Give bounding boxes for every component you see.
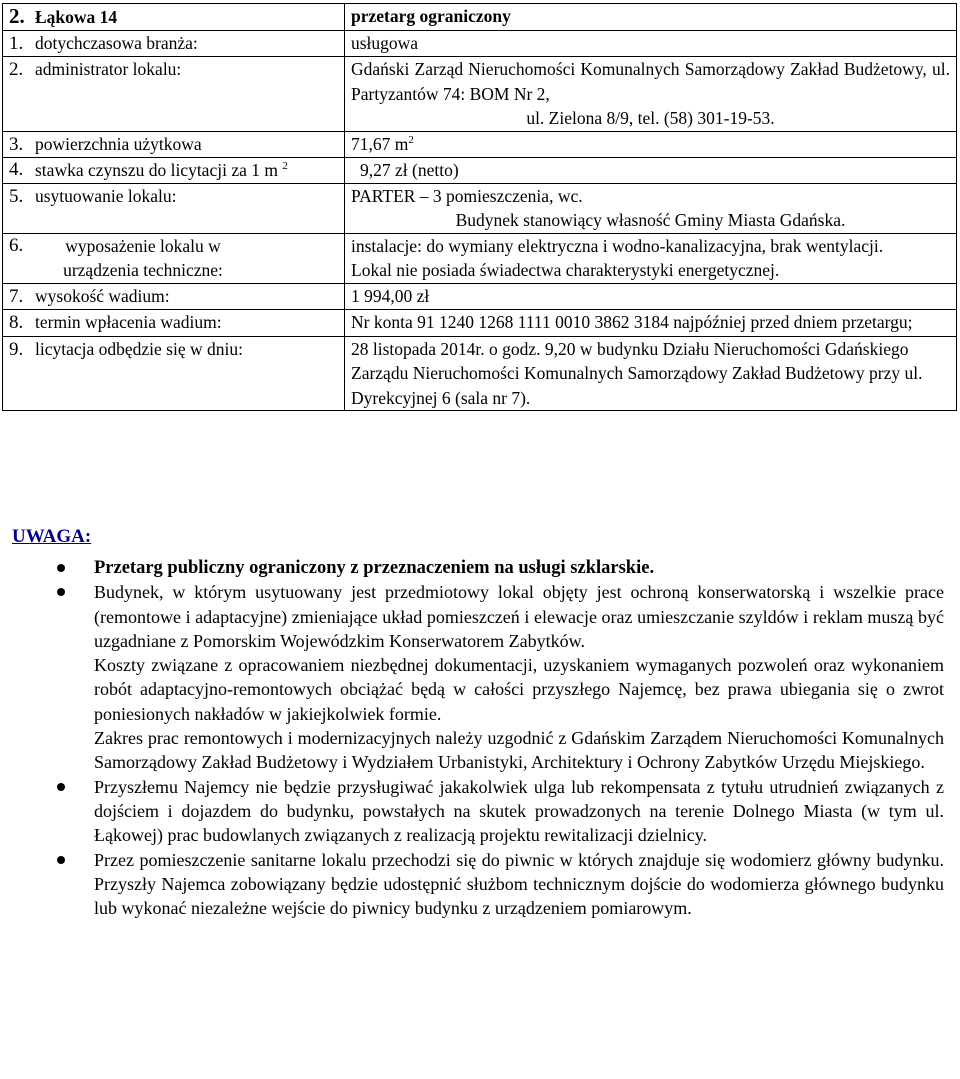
header-cell-address — [3, 4, 345, 31]
value-line: instalacje: do wymiany elektryczna i wodno-kanalizacyjna, brak wentylacji. — [351, 235, 884, 256]
row-label: licytacja odbędzie się w dniu: — [35, 338, 243, 359]
value-line: Gdański Zarząd Nieruchomości Komunalnych Samorządowy Zakład Budżetowy, ul. Partyzantów 74: BOM Nr 2, — [351, 59, 950, 104]
row-value: Nr konta 91 1240 1268 1111 0010 3862 3184 najpóźniej przed dniem przetargu; — [345, 310, 957, 337]
row-value — [345, 183, 957, 233]
row-value: 1 994,00 zł — [345, 283, 957, 310]
table-row — [3, 233, 957, 283]
row-value — [345, 131, 957, 158]
row-number: 4. — [9, 159, 24, 180]
list-item — [0, 580, 948, 774]
row-label: stawka czynszu do licytacji za 1 m — [35, 160, 278, 180]
value-line: Lokal nie posiada świadectwa charakterystyki energetycznej. — [351, 260, 780, 280]
header-row — [3, 4, 957, 31]
area-value: 71,67 m — [351, 133, 409, 154]
row-label: powierzchnia użytkowa — [35, 133, 202, 154]
rent-rate-value: 9,27 zł (netto) — [360, 160, 459, 180]
row-label: usytuowanie lokalu: — [35, 185, 177, 206]
table-row — [3, 57, 957, 132]
table-row — [3, 30, 957, 57]
notes-list — [0, 556, 948, 920]
note-paragraph: Przez pomieszczenie sanitarne lokalu przechodzi się do piwnic w których znajduje się wodomierz główny budynku. Przyszły Najemca zobowiązany będzie udostępnić służbom technicznym dojście do wodomierza głównego budynku lub wykonać niezależne wejście do piwnicy budynku z urządzeniem pomiarowym. — [94, 849, 944, 919]
row-number: 5. — [9, 185, 24, 207]
list-item — [0, 848, 948, 921]
list-item — [0, 775, 948, 848]
value-line: ul. Zielona 8/9, tel. (58) 301-19-53. — [526, 108, 775, 128]
tender-type: przetarg ograniczony — [345, 4, 957, 31]
table-row — [3, 283, 957, 310]
bullet-icon — [57, 588, 65, 596]
notes-heading: UWAGA: — [12, 526, 92, 547]
note-paragraph: Przetarg publiczny ograniczony z przeznaczeniem na usługi szklarskie. — [94, 558, 655, 578]
table-row — [3, 336, 957, 411]
row-label: wysokość wadium: — [35, 285, 170, 306]
note-paragraph: Przyszłemu Najemcy nie będzie przysługiwać jakakolwiek ulga lub rekompensata z tytułu utrudnień związanych z dojściem i dojazdem do budynku, powstałych na skutek prowadzonych na terenie Dolnego Miasta (w tym ul. Łąkowej) prac budowlanych związanych z realizacją projektu rewitalizacji dzielnicy. — [94, 776, 944, 846]
row-number: 8. — [9, 312, 24, 333]
row-number: 3. — [9, 133, 24, 155]
row-value: 28 listopada 2014r. o godz. 9,20 w budynku Działu Nieruchomości Gdańskiego Zarządu Nieruchomości Komunalnych Samorządowy Zakład Budżetowy przy ul. Dyrekcyjnej 6 (sala nr 7). — [345, 336, 957, 411]
row-label: administrator lokalu: — [35, 59, 182, 79]
table-row — [3, 131, 957, 158]
row-value — [345, 57, 957, 132]
header-number: 2. — [9, 4, 25, 28]
table-row — [3, 158, 957, 184]
table-row — [3, 183, 957, 233]
row-value: usługowa — [345, 30, 957, 57]
property-address: Łąkowa 14 — [35, 7, 118, 27]
row-number: 2. — [9, 59, 24, 80]
table-row — [3, 310, 957, 337]
note-paragraph: Zakres prac remontowych i modernizacyjnych należy uzgodnić z Gdańskim Zarządem Nieruchomości Komunalnych Samorządowy Zakład Budżetowy i Wydziałem Urbanistyki, Architektury i Ochrony Zabytków Urzędu Miejskiego. — [94, 728, 944, 773]
area-unit-exponent: 2 — [408, 133, 414, 146]
row-number: 7. — [9, 285, 24, 307]
note-paragraph: Budynek, w którym usytuowany jest przedmiotowy lokal objęty jest ochroną konserwatorską i wszelkie prace (remontowe i adaptacyjne) zmieniające układ pomieszczeń i elewacje oraz umieszczanie szyldów i reklam muszą być uzgadniane z Pomorskim Wojewódzkim Konserwatorem Zabytków. — [94, 582, 944, 651]
row-number: 9. — [9, 338, 24, 360]
row-label: dotychczasowa branża: — [35, 32, 198, 53]
row-value — [345, 233, 957, 283]
row-value — [345, 158, 957, 184]
row-number: 6. — [9, 234, 24, 256]
label-exponent: 2 — [282, 160, 288, 173]
bullet-icon — [57, 564, 65, 572]
bullet-icon — [57, 856, 65, 864]
list-item — [0, 556, 948, 580]
value-line: Budynek stanowiący własność Gminy Miasta Gdańska. — [455, 210, 846, 230]
bullet-icon — [57, 783, 65, 791]
value-line: PARTER – 3 pomieszczenia, wc. — [351, 185, 583, 206]
row-label: wyposażenie lokalu w urządzenia techniczne: — [63, 235, 223, 280]
property-details-table — [2, 3, 957, 411]
row-number: 1. — [9, 32, 24, 54]
row-label: termin wpłacenia wadium: — [35, 312, 222, 332]
note-paragraph: Koszty związane z opracowaniem niezbędnej dokumentacji, uzyskaniem wymaganych pozwoleń oraz wykonaniem robót adaptacyjno-remontowych obciążać będą w całości przyszłego Najemcę, bez prawa ubiegania się o zwrot poniesionych nakładów w jakiejkolwiek formie. — [94, 655, 944, 724]
